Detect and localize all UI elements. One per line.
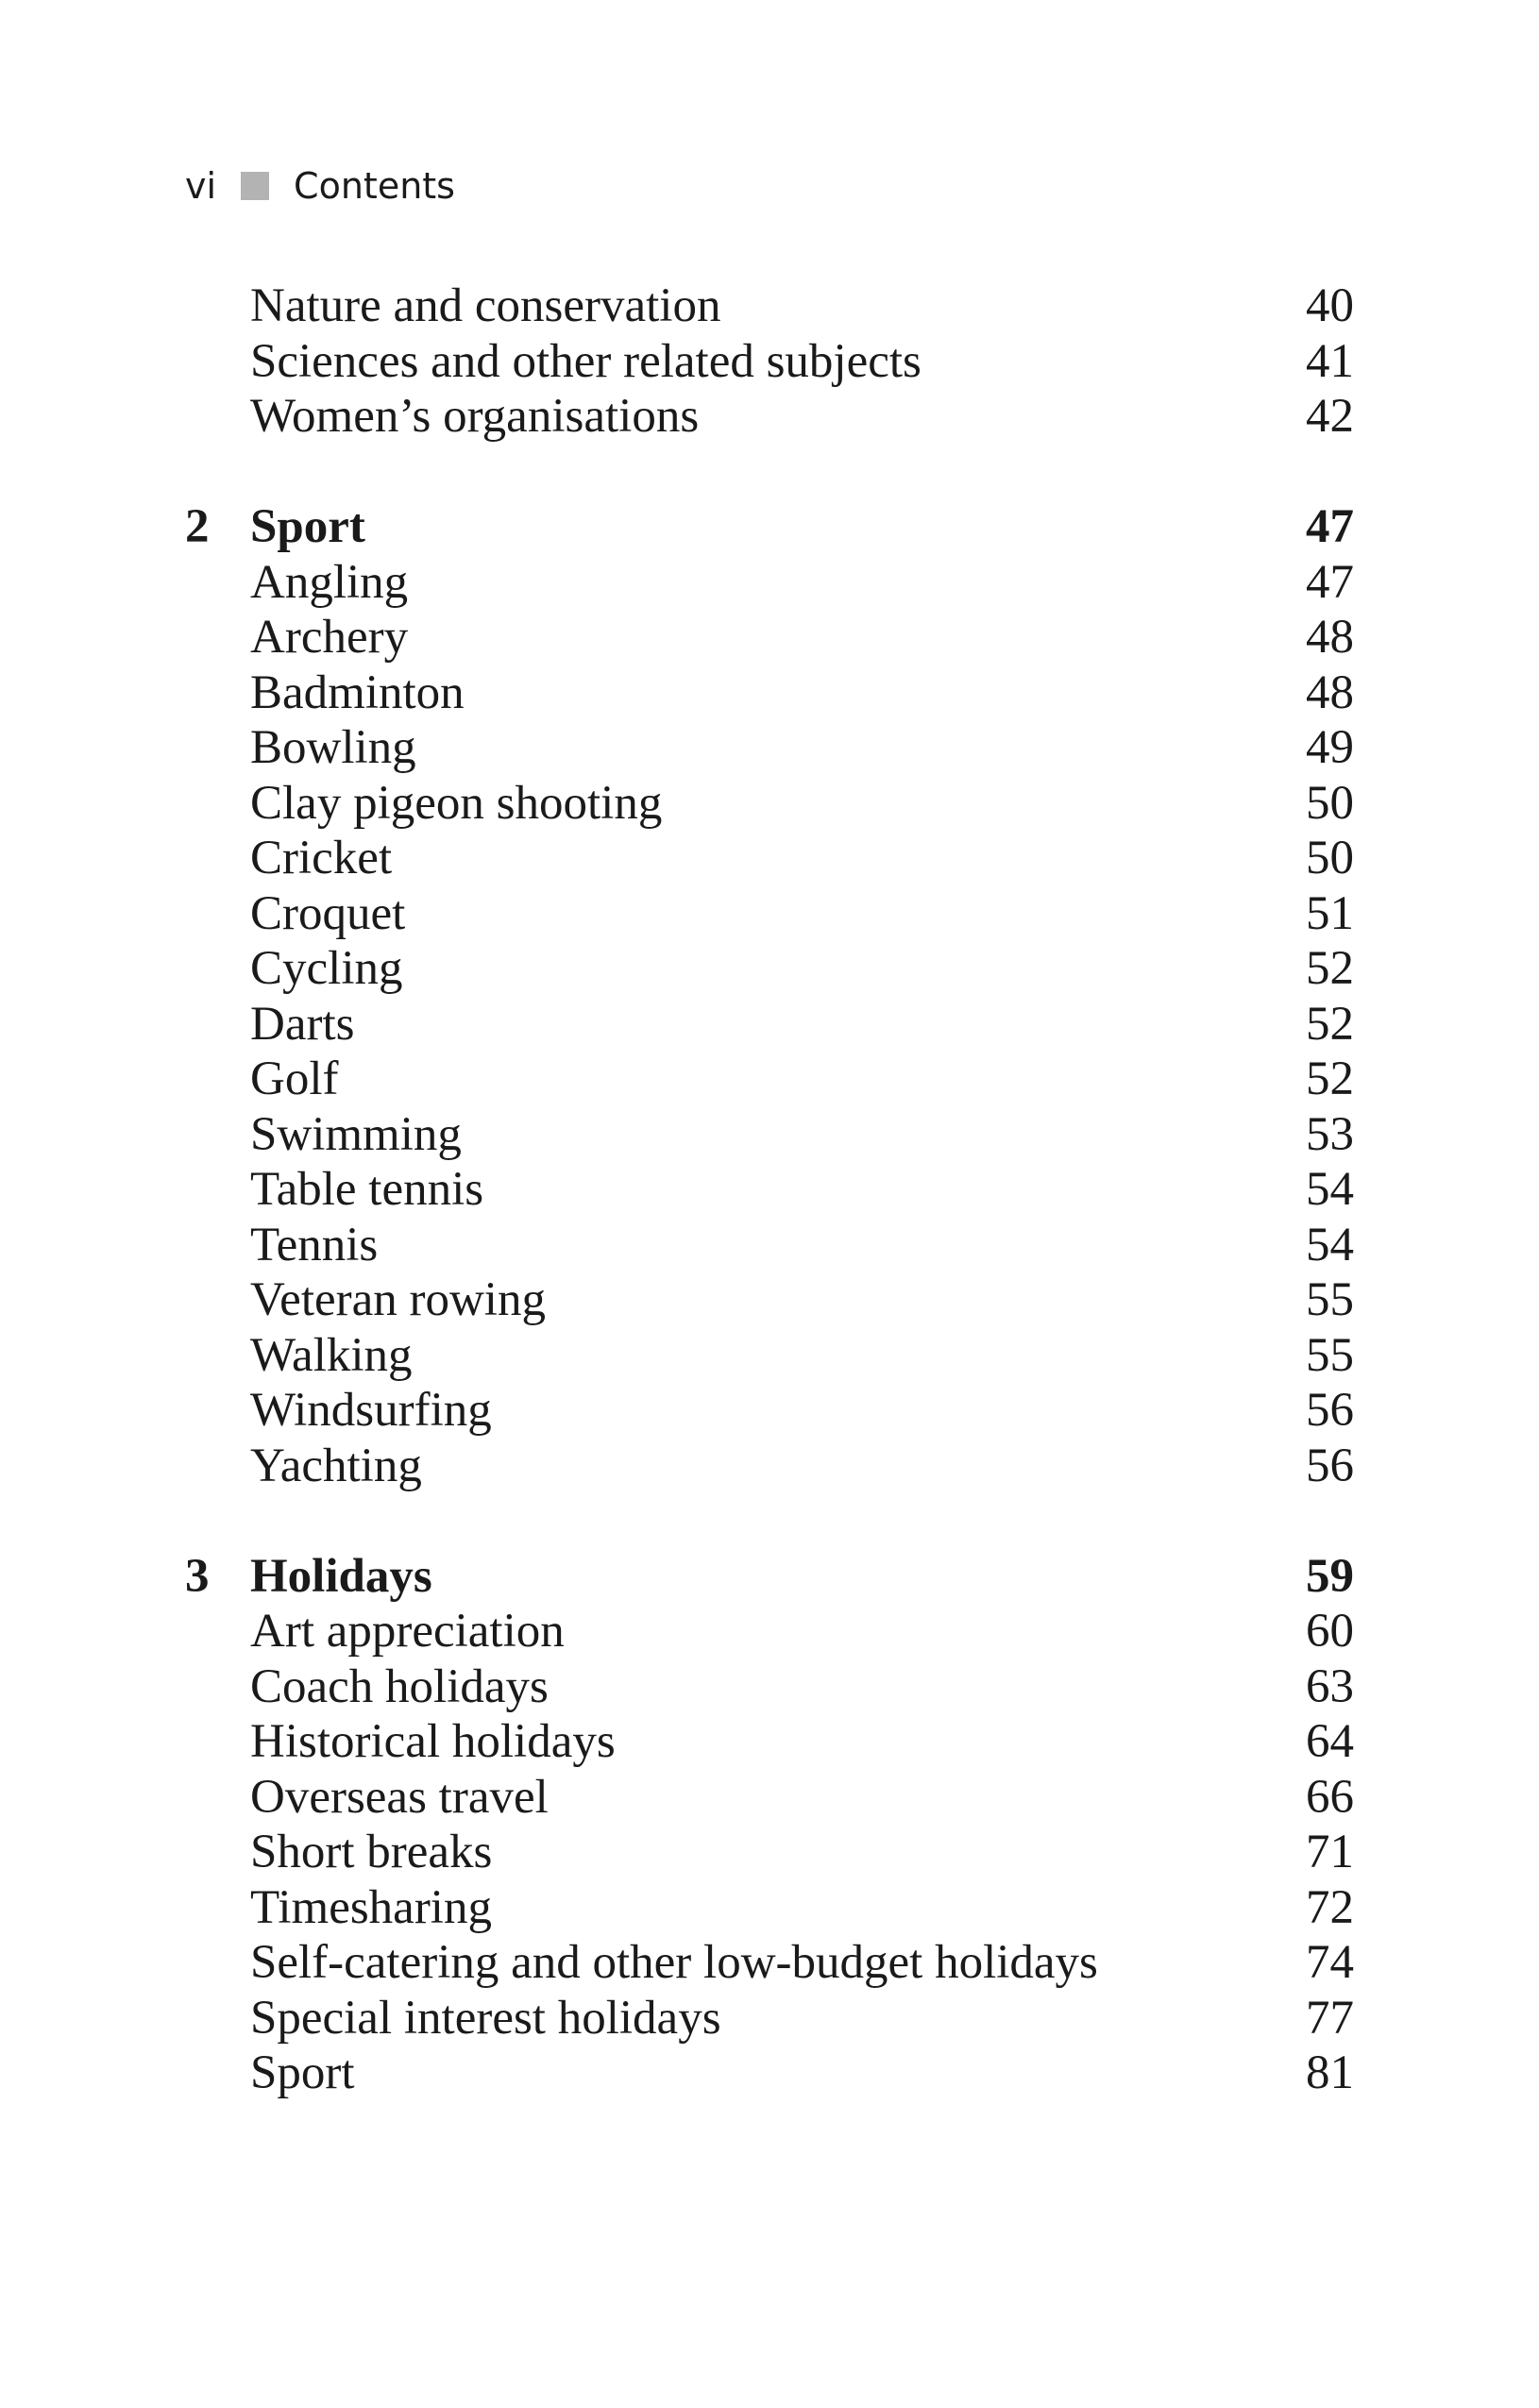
toc-entry-page-number: 42 <box>1306 390 1354 443</box>
toc-section <box>185 1549 1354 2101</box>
table-of-contents <box>185 278 1354 2101</box>
toc-entry-page-number: 52 <box>1306 997 1354 1051</box>
toc-entry <box>185 389 1354 445</box>
toc-entry-title: Women’s organisations <box>250 390 700 443</box>
chapter-page-number: 59 <box>1306 1549 1354 1603</box>
toc-entry-page-number: 54 <box>1306 1218 1354 1271</box>
toc-entry <box>185 1052 1354 1107</box>
toc-entry-page-number: 77 <box>1306 1991 1354 2045</box>
toc-entry-page-number: 50 <box>1306 832 1354 884</box>
toc-entry-title: Croquet <box>250 886 406 940</box>
toc-entry <box>185 1770 1354 1826</box>
toc-entry-page-number: 47 <box>1306 555 1354 609</box>
toc-entry-page-number: 41 <box>1306 334 1354 388</box>
toc-entry-page-number: 52 <box>1306 942 1354 995</box>
toc-entry-title: Art appreciation <box>250 1605 565 1658</box>
toc-entry <box>185 886 1354 942</box>
chapter-title: Holidays <box>250 1549 432 1603</box>
toc-entry <box>185 1218 1354 1273</box>
toc-entry-title: Self-catering and other low-budget holidays <box>250 1936 1098 1989</box>
toc-entry-page-number: 74 <box>1306 1936 1354 1989</box>
toc-entry <box>185 831 1354 886</box>
chapter-heading <box>185 1549 1354 1605</box>
toc-entry <box>185 1328 1354 1384</box>
toc-entry-title: Short breaks <box>250 1826 493 1878</box>
toc-entry-title: Veteran rowing <box>250 1273 546 1326</box>
toc-entry <box>185 1935 1354 1991</box>
toc-entry <box>185 555 1354 611</box>
chapter-number: 3 <box>185 1549 210 1603</box>
toc-entry-page-number: 56 <box>1306 1384 1354 1437</box>
toc-entry-title: Archery <box>250 611 409 664</box>
toc-entry-title: Tennis <box>250 1218 379 1271</box>
toc-entry-title: Sport <box>250 2046 355 2099</box>
toc-entry <box>185 1991 1354 2046</box>
toc-entry-title: Cycling <box>250 942 403 995</box>
toc-entry-page-number: 49 <box>1306 721 1354 774</box>
toc-entry-title: Special interest holidays <box>250 1991 721 2045</box>
toc-entry-page-number: 71 <box>1306 1826 1354 1878</box>
toc-entry-title: Timesharing <box>250 1880 492 1934</box>
toc-entry-title: Yachting <box>250 1439 422 1492</box>
toc-entry-page-number: 53 <box>1306 1107 1354 1161</box>
toc-entry-page-number: 52 <box>1306 1052 1354 1105</box>
toc-entry <box>185 610 1354 665</box>
square-bullet-icon <box>241 172 269 200</box>
toc-entry-title: Windsurfing <box>250 1384 492 1437</box>
toc-entry <box>185 278 1354 334</box>
toc-entry <box>185 665 1354 721</box>
toc-entry-title: Coach holidays <box>250 1659 549 1713</box>
toc-entry-page-number: 64 <box>1306 1715 1354 1768</box>
toc-entry <box>185 776 1354 832</box>
toc-entry-page-number: 48 <box>1306 611 1354 664</box>
toc-entry-page-number: 81 <box>1306 2046 1354 2099</box>
chapter-heading <box>185 499 1354 555</box>
toc-entry-title: Swimming <box>250 1107 462 1161</box>
toc-entry-title: Cricket <box>250 832 393 884</box>
toc-entry-page-number: 60 <box>1306 1605 1354 1658</box>
toc-entry-title: Darts <box>250 997 355 1051</box>
toc-entry-page-number: 66 <box>1306 1770 1354 1824</box>
toc-entry <box>185 334 1354 390</box>
toc-entry-title: Walking <box>250 1328 413 1382</box>
toc-entry-page-number: 40 <box>1306 279 1354 332</box>
toc-entry-title: Nature and conservation <box>250 279 721 332</box>
toc-entry-title: Overseas travel <box>250 1770 549 1824</box>
toc-section <box>185 499 1354 1493</box>
toc-entry-title: Sciences and other related subjects <box>250 334 922 388</box>
toc-entry-title: Clay pigeon shooting <box>250 776 663 830</box>
toc-entry-title: Bowling <box>250 721 416 774</box>
toc-entry-title: Angling <box>250 555 409 609</box>
chapter-number: 2 <box>185 500 210 553</box>
toc-entry <box>185 1659 1354 1715</box>
toc-entry-page-number: 48 <box>1306 665 1354 719</box>
toc-entry-page-number: 72 <box>1306 1880 1354 1934</box>
toc-entry <box>185 1825 1354 1880</box>
toc-entry-page-number: 55 <box>1306 1328 1354 1382</box>
toc-entry <box>185 1880 1354 1936</box>
toc-entry-title: Golf <box>250 1052 339 1105</box>
toc-entry <box>185 2046 1354 2101</box>
toc-entry <box>185 1439 1354 1494</box>
toc-section <box>185 278 1354 445</box>
toc-entry <box>185 1604 1354 1659</box>
toc-entry-title: Table tennis <box>250 1163 484 1216</box>
running-head <box>185 162 455 210</box>
toc-entry-title: Historical holidays <box>250 1715 616 1768</box>
toc-entry <box>185 941 1354 997</box>
toc-entry-page-number: 55 <box>1306 1273 1354 1326</box>
toc-entry <box>185 1162 1354 1218</box>
toc-entry <box>185 720 1354 776</box>
chapter-title: Sport <box>250 500 365 553</box>
running-head-title: Contents <box>294 165 455 207</box>
chapter-page-number: 47 <box>1306 500 1354 553</box>
page-number: vi <box>185 165 217 207</box>
toc-entry-title: Badminton <box>250 665 465 719</box>
toc-entry <box>185 1107 1354 1163</box>
toc-entry <box>185 1272 1354 1328</box>
toc-entry <box>185 1383 1354 1439</box>
toc-entry <box>185 997 1354 1052</box>
toc-entry-page-number: 56 <box>1306 1439 1354 1492</box>
toc-entry <box>185 1714 1354 1770</box>
toc-entry-page-number: 63 <box>1306 1659 1354 1713</box>
toc-entry-page-number: 50 <box>1306 776 1354 830</box>
toc-entry-page-number: 54 <box>1306 1163 1354 1216</box>
toc-entry-page-number: 51 <box>1306 886 1354 940</box>
